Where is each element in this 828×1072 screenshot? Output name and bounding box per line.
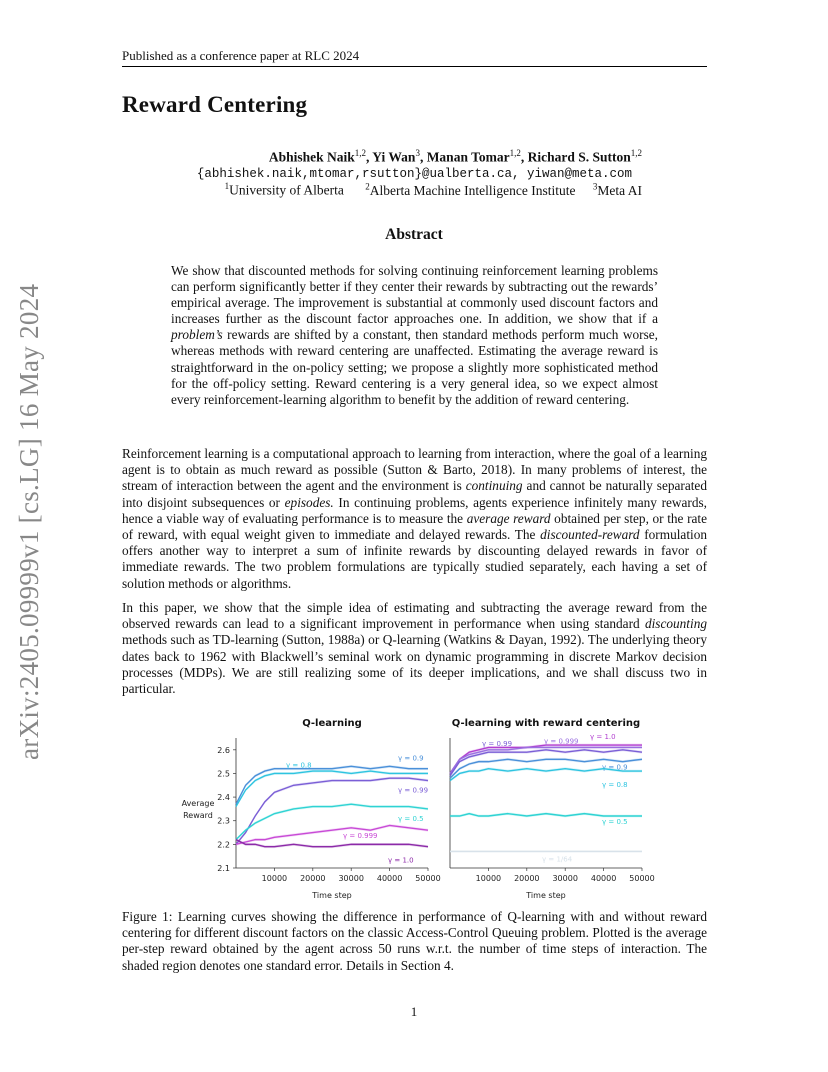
y-tick-label: 2.4: [217, 793, 230, 803]
x-axis-label: Time step: [526, 891, 566, 900]
y-tick-label: 2.3: [217, 816, 230, 826]
page-number: 1: [410, 1004, 418, 1019]
intro-paragraph-1: Reinforcement learning is a computational approach to learning from interaction, where the goal of a learning agent is to obtain as much reward as possible (Sutton & Barto, 2018). In many problems of interest, the stream of interaction between the agent and the environment is continuing and cannot be naturally separated into disjoint subsequences or episodes. In continuing problems, agents experience infinitely many rewards, hence a viable way of evaluating performance is to measure the average reward obtained per step, or the rate of reward, with equal weight given to immediate and delayed rewards. The discounted-reward formulation offers another way to interpret a sum of infinite rewards by discounting delayed rewards in favor of immediate rewards. The two problem formulations are typically studied separately, each having a set of solution methods or algorithms.: [122, 446, 708, 591]
panel-title: Q-learning: [302, 718, 362, 729]
author-name: Manan Tomar: [426, 149, 510, 165]
author-affil-sup: 1,2: [354, 148, 367, 158]
y-tick-label: 2.5: [217, 769, 230, 779]
series-label: γ = 0.9: [398, 754, 424, 763]
series-label: γ = 0.99: [398, 786, 429, 795]
abstract-heading: Abstract: [385, 226, 443, 243]
x-tick-label: 20000: [300, 874, 326, 883]
author-affil-sup: 1,2: [509, 148, 521, 158]
paper-title: Reward Centering: [122, 92, 308, 117]
series-label: γ = 1.0: [590, 733, 616, 742]
x-tick-label: 50000: [415, 874, 441, 883]
author-affil-sup: 1,2: [630, 148, 642, 158]
figure-1-learning-curves: [170, 712, 660, 902]
arxiv-stamp: arXiv:2405.09999v1 [cs.LG] 16 May 2024: [14, 283, 44, 760]
y-tick-label: 2.6: [217, 745, 230, 755]
abstract-body: We show that discounted methods for solving continuing reinforcement learning problems can perform significantly better if they center their rewards by subtracting out the rewards’ empirical average. The improvement is substantial at commonly used discount factors and increases further as the discount factor approaches one. In addition, we show that if a problem’s rewards are shifted by a constant, then standard methods perform much worse, whereas methods with reward centering are unaffected. Estimating the average reward is straightforward in the on-policy setting; we propose a slightly more sophisticated method for the off-policy setting. Reward centering is a very general idea, so we expect almost every reinforcement-learning algorithm to benefit by the addition of reward centering.: [171, 263, 658, 407]
x-tick-label: 20000: [514, 874, 540, 883]
x-tick-label: 40000: [590, 874, 617, 883]
author-affil-sup: 3: [415, 148, 420, 158]
figure-caption: Figure 1: Learning curves showing the difference in performance of Q-learning with and without reward centering for different discount factors on the classic Access-Control Queuing problem. Plotted is the average per-step reward obtained by the agent across 50 runs w.r.t. the number of time steps of interaction. The shaded region denotes one standard error. Details in Section 4.: [122, 909, 707, 973]
header-rule: [122, 66, 707, 67]
y-axis-label: Average: [181, 799, 215, 808]
series-line: [236, 825, 428, 844]
intro-paragraph-2: In this paper, we show that the simple idea of estimating and subtracting the average reward from the observed rewards can lead to a significant improvement in performance when using standard discounting methods such as TD-learning (Sutton, 1988a) or Q-learning (Watkins & Dayan, 1992). The underlying theory dates back to 1962 with Blackwell’s seminal work on dynamic programming in discrete Markov decision processes (MDPs). We are still realizing some of its deeper implications, and we shall discuss two in particular.: [122, 600, 707, 697]
series-label: γ = 0.5: [602, 818, 628, 826]
series-label: γ = 0.8: [286, 761, 312, 770]
affiliation-name: Meta AI: [597, 182, 642, 198]
series-label: γ = 0.999: [544, 737, 579, 746]
x-tick-label: 10000: [475, 874, 502, 883]
running-header: Published as a conference paper at RLC 2024: [122, 48, 360, 63]
series-label: γ = 0.99: [482, 740, 513, 749]
series-label: γ = 0.5: [398, 814, 424, 823]
series-label: γ = 1.0: [388, 856, 414, 865]
series-label: γ = 0.8: [602, 781, 628, 790]
series-line: [450, 769, 642, 781]
series-label: γ = 0.9: [602, 763, 628, 772]
x-tick-label: 40000: [376, 874, 403, 883]
x-tick-label: 30000: [338, 874, 364, 883]
affil-sup: 3: [592, 181, 598, 191]
affiliation-name: Alberta Machine Intelligence Institute: [369, 182, 576, 198]
author-name: Abhishek Naik: [268, 149, 355, 165]
y-tick-label: 2.2: [217, 840, 230, 850]
series-label: γ = 1/64: [542, 855, 573, 864]
affil-sup: 1: [224, 181, 230, 191]
panel-title: Q-learning with reward centering: [451, 718, 641, 729]
y-tick-label: 2.1: [217, 864, 230, 873]
affil-sup: 2: [365, 181, 370, 191]
author-name: Yi Wan: [372, 149, 416, 165]
y-axis-label: Reward: [183, 811, 213, 820]
author-name: Richard S. Sutton: [527, 149, 631, 165]
author-list: Abhishek Naik$^{1,2}$, Yi Wan$^3$, Manan Tomar$^{1,2}$, Richard S. Sutton$^{1,2}$: [268, 148, 642, 165]
x-axis-label: Time step: [312, 891, 352, 900]
author-emails: {abhishek.naik,mtomar,rsutton}@ualberta.ca, yiwan@meta.com: [196, 167, 632, 181]
affiliations: [122, 181, 642, 199]
x-tick-label: 30000: [552, 874, 578, 883]
x-tick-label: 10000: [261, 874, 288, 883]
affiliation-name: University of Alberta: [229, 182, 344, 198]
series-label: γ = 0.999: [343, 832, 378, 841]
x-tick-label: 50000: [629, 874, 655, 883]
